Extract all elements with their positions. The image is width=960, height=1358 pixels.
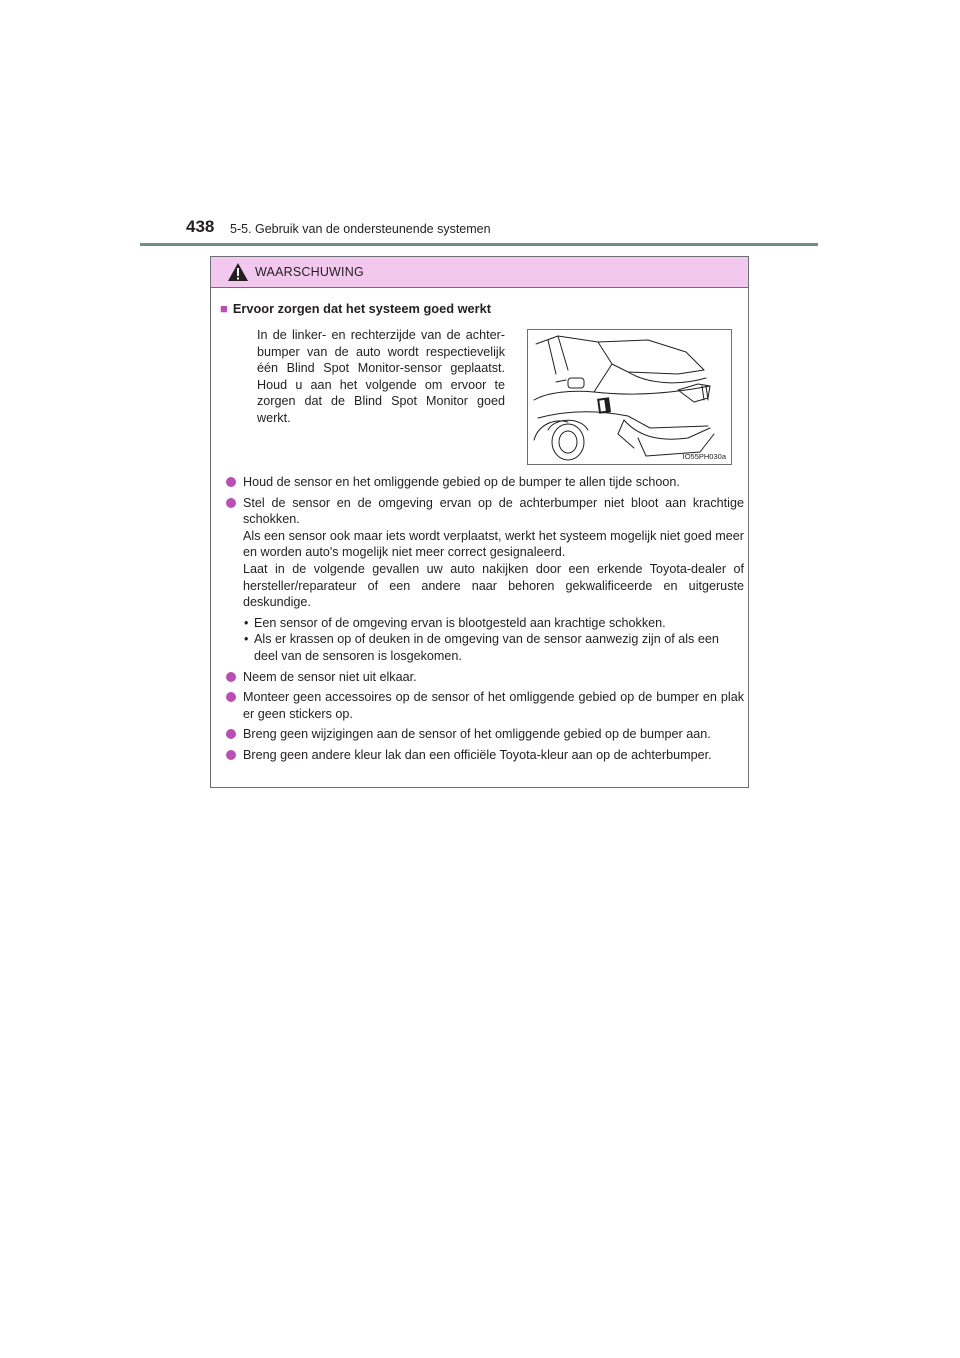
intro-paragraph: In de linker- en rechterzijde van de achter-bumper van de auto wordt respectievelijk één Blind Spot Monitor-sensor geplaatst. Houd u aan het volgende om ervoor te zorgen dat de Blind Spot Monitor goed werkt. [257,328,505,425]
warning-triangle-icon [227,262,249,282]
bullet-dot-icon [226,729,236,739]
bullet-text: Breng geen andere kleur lak dan een officiële Toyota-kleur aan op de achterbumper. [243,747,712,762]
bullet-text: Laat in de volgende gevallen uw auto nakijken door een erkende Toyota-dealer of hersteller/reparateur of een andere naar behoren gekwalificeerde en uitgeruste deskundige. [243,561,744,610]
bullet-text: Als een sensor ook maar iets wordt verplaatst, werkt het systeem mogelijk niet goed meer en worden auto's mogelijk niet meer correct gesignaleerd. [243,528,744,560]
section-marker-icon: ■ [220,301,228,316]
bullet-dot-icon [226,692,236,702]
page-number: 438 [186,217,215,236]
bullet-list [220,474,744,768]
bullet-text: Houd de sensor en het omliggende gebied op de bumper te allen tijde schoon. [243,475,680,489]
figure-code: IO55PH030a [682,452,726,461]
bullet-dot-icon [226,477,236,487]
bullet-text: Stel de sensor en de omgeving ervan op de achterbumper niet bloot aan krachtige schokken. [243,495,744,527]
section-title [220,301,491,316]
list-item [220,726,744,743]
list-item [220,474,744,491]
header-rule [140,243,818,246]
sub-list-item [220,631,744,664]
car-rear-illustration [527,329,732,465]
sub-bullet-text: Als er krassen op of deuken in de omgeving van de sensor aanwezig zijn of als een deel van de sensoren is losgekomen. [254,632,719,663]
car-rear-drawing [528,330,731,464]
warning-box [210,256,749,788]
section-title-text: Ervoor zorgen dat het systeem goed werkt [232,301,491,316]
bullet-text: Neem de sensor niet uit elkaar. [243,669,417,684]
warning-header [211,257,748,288]
sub-bullet-icon: • [244,632,249,647]
bullet-dot-icon [226,498,236,508]
bullet-text: Monteer geen accessoires op de sensor of het omliggende gebied op de bumper en plak er geen stickers op. [243,690,744,721]
warning-title: WAARSCHUWING [255,265,364,279]
sub-bullet-icon: • [244,615,249,630]
sub-list-item [220,615,744,632]
chapter-title: 5-5. Gebruik van de ondersteunende systemen [230,222,491,236]
bullet-dot-icon [226,672,236,682]
bullet-dot-icon [226,750,236,760]
list-item [220,669,744,686]
list-item [220,495,744,611]
list-item [220,689,744,722]
bullet-text: Breng geen wijzigingen aan de sensor of het omliggende gebied op de bumper aan. [243,727,711,742]
list-item [220,747,744,764]
sub-bullet-text: Een sensor of de omgeving ervan is blootgesteld aan krachtige schokken. [254,615,666,630]
